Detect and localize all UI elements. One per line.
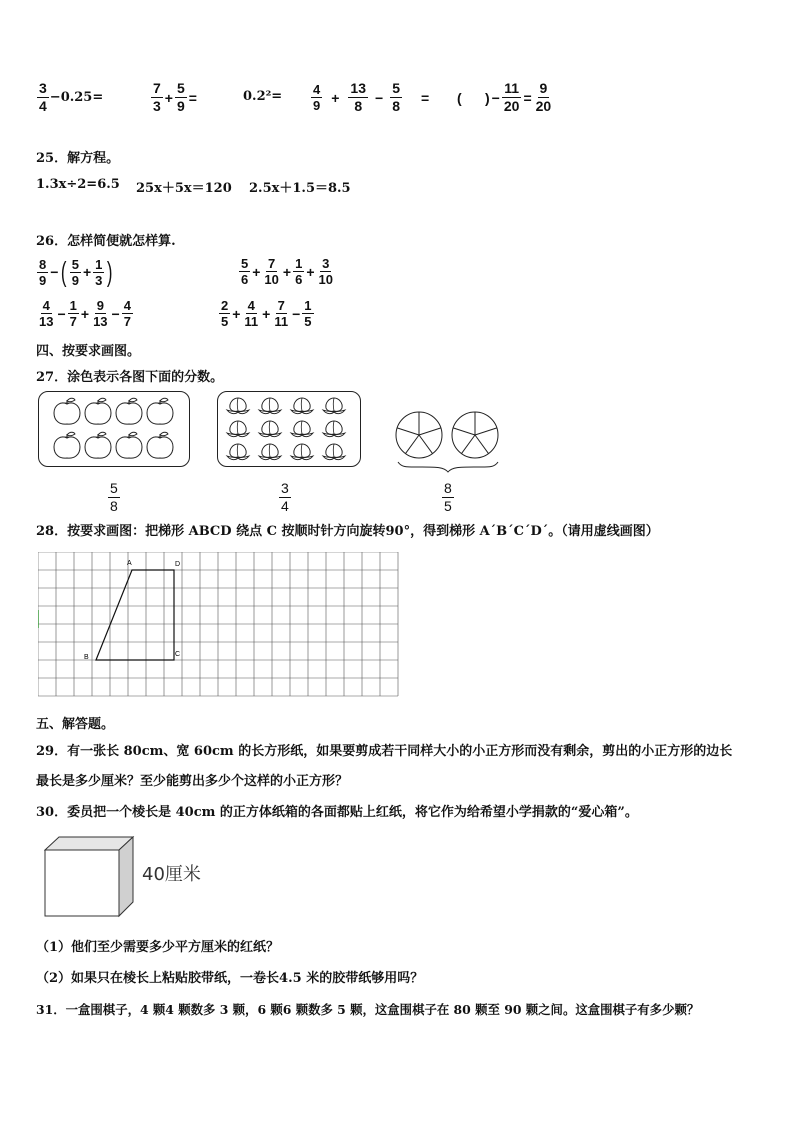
grid-figure bbox=[38, 552, 400, 700]
fraction bbox=[91, 298, 109, 329]
fraction bbox=[272, 298, 290, 329]
q25-equation-3: 2.5x＋1.5＝8.5 bbox=[249, 181, 351, 196]
q31-text: 31．一盒围棋子，4 颗4 颗数多 3 颗，6 颗6 颗数多 5 颗，这盒围棋子在 80 颗至 90 颗之间。这盒围棋子有多少颗？ bbox=[36, 1002, 700, 1017]
expression-text: −0.25= bbox=[49, 90, 104, 105]
q26-expression-4 bbox=[218, 298, 315, 329]
apple-icon bbox=[85, 432, 111, 458]
operator: − bbox=[50, 264, 59, 280]
numerator: 1 bbox=[95, 256, 103, 272]
fraction bbox=[534, 80, 554, 115]
fraction bbox=[317, 256, 335, 287]
fraction bbox=[302, 298, 313, 329]
equals-sign: = bbox=[188, 89, 197, 106]
operator: − bbox=[491, 89, 500, 106]
denominator: 5 bbox=[444, 498, 452, 514]
q27-fraction-1 bbox=[107, 480, 121, 515]
fraction bbox=[37, 80, 49, 115]
cube-top-face bbox=[45, 837, 133, 850]
numerator: 8 bbox=[39, 256, 47, 272]
calc-item-3: 0.2²= bbox=[243, 89, 283, 104]
fraction bbox=[37, 257, 48, 288]
vertex-label-c: C bbox=[175, 651, 181, 658]
denominator: 4 bbox=[39, 98, 47, 114]
calc-item-5 bbox=[456, 80, 554, 115]
q25-title: 25．解方程。 bbox=[36, 151, 120, 166]
denominator: 3 bbox=[95, 272, 103, 288]
peach-icon bbox=[323, 398, 345, 414]
q27-fraction-3 bbox=[441, 480, 455, 515]
operator: + bbox=[80, 305, 90, 322]
numerator: 13 bbox=[350, 80, 366, 96]
numerator: 5 bbox=[241, 256, 249, 271]
apple-icon bbox=[54, 432, 80, 458]
denominator: 20 bbox=[535, 98, 552, 114]
numerator: 5 bbox=[392, 80, 400, 96]
circles-figure bbox=[392, 405, 504, 475]
q26-title: 26．怎样简便就怎样算. bbox=[36, 234, 176, 249]
apple-box bbox=[38, 391, 190, 467]
fraction bbox=[151, 80, 163, 115]
numerator: 5 bbox=[110, 480, 118, 496]
apple-icon bbox=[116, 398, 142, 424]
denominator: 9 bbox=[71, 272, 79, 288]
peach-icon bbox=[227, 421, 249, 437]
apple-icon bbox=[116, 432, 142, 458]
denominator: 9 bbox=[39, 272, 47, 288]
circle-icon bbox=[452, 412, 498, 458]
calc-item-4 bbox=[310, 80, 430, 115]
denominator: 5 bbox=[304, 314, 312, 329]
numerator: 5 bbox=[71, 256, 79, 272]
apple-grid bbox=[39, 392, 189, 466]
q27-title: 27．涂色表示各图下面的分数。 bbox=[36, 370, 224, 385]
apple-icon bbox=[54, 398, 80, 424]
peach-icon bbox=[227, 398, 249, 414]
equals-sign: = bbox=[523, 89, 532, 106]
numerator: 4 bbox=[247, 298, 255, 313]
numerator: 8 bbox=[444, 480, 452, 496]
apple-icon bbox=[147, 398, 173, 424]
peach-grid bbox=[218, 392, 360, 466]
numerator: 7 bbox=[153, 80, 161, 96]
fraction bbox=[37, 298, 55, 329]
denominator: 10 bbox=[318, 272, 333, 287]
fraction bbox=[219, 298, 230, 329]
denominator: 3 bbox=[153, 98, 161, 114]
numerator: 4 bbox=[42, 298, 50, 313]
fraction bbox=[293, 256, 304, 287]
q26-expression-3 bbox=[36, 298, 134, 329]
numerator: 4 bbox=[313, 82, 321, 97]
q25-equation-2: 25x＋5x＝120 bbox=[136, 181, 232, 196]
section-5-heading: 五、解答题。 bbox=[36, 717, 115, 732]
cube-figure bbox=[44, 836, 136, 920]
numerator: 2 bbox=[221, 298, 229, 313]
denominator: 11 bbox=[274, 314, 289, 329]
denominator: 13 bbox=[39, 314, 54, 329]
equals-sign: = bbox=[420, 89, 430, 106]
trapezoid-abcd bbox=[96, 570, 174, 660]
denominator: 8 bbox=[110, 498, 118, 514]
peach-icon bbox=[291, 444, 313, 460]
q30-sub-1: （1）他们至少需要多少平方厘米的红纸？ bbox=[36, 940, 280, 955]
fraction bbox=[311, 82, 322, 113]
fraction bbox=[68, 298, 79, 329]
cube-front-face bbox=[45, 850, 119, 916]
q27-fraction-2 bbox=[278, 480, 292, 515]
vertex-label-d: D bbox=[175, 561, 181, 568]
numerator: 9 bbox=[539, 80, 548, 96]
numerator: 1 bbox=[295, 256, 303, 271]
fraction bbox=[70, 257, 81, 288]
denominator: 8 bbox=[392, 98, 400, 114]
operator: + bbox=[164, 89, 173, 106]
operator: + bbox=[252, 263, 261, 280]
operator: − bbox=[57, 305, 66, 322]
q26-expression-1 bbox=[36, 256, 115, 288]
peach-box bbox=[217, 391, 361, 467]
numerator: 5 bbox=[176, 80, 185, 96]
denominator: 20 bbox=[503, 98, 520, 114]
numerator: 11 bbox=[504, 80, 520, 96]
peach-icon bbox=[259, 444, 281, 460]
numerator: 3 bbox=[281, 480, 289, 496]
numerator: 3 bbox=[39, 80, 47, 96]
left-paren-icon: ( bbox=[61, 256, 67, 287]
operator: − bbox=[111, 305, 120, 322]
operator: + bbox=[232, 305, 241, 322]
fraction bbox=[175, 80, 187, 115]
calc-item-1 bbox=[36, 80, 103, 115]
denominator: 9 bbox=[313, 98, 321, 113]
peach-icon bbox=[227, 444, 249, 460]
numerator: 1 bbox=[304, 298, 312, 313]
peach-icon bbox=[291, 421, 313, 437]
peach-icon bbox=[323, 444, 345, 460]
denominator: 7 bbox=[123, 314, 131, 329]
denominator: 4 bbox=[281, 498, 289, 514]
denominator: 6 bbox=[241, 272, 249, 287]
fraction bbox=[502, 80, 522, 115]
numerator: 9 bbox=[96, 298, 104, 313]
q29-line-1: 29．有一张长 80cm、宽 60cm 的长方形纸，如果要剪成若干同样大小的小正方形而没有剩余，剪出的小正方形的边长 bbox=[36, 744, 733, 759]
q29-line-2: 最长是多少厘米？至少能剪出多少个这样的小正方形？ bbox=[36, 774, 349, 789]
peach-icon bbox=[259, 421, 281, 437]
fraction bbox=[242, 298, 260, 329]
cube-side-face bbox=[119, 837, 133, 916]
peach-icon bbox=[259, 398, 281, 414]
numerator: 7 bbox=[268, 256, 276, 271]
peach-icon bbox=[323, 421, 345, 437]
denominator: 11 bbox=[244, 314, 259, 329]
q26-expression-2 bbox=[238, 256, 336, 287]
denominator: 8 bbox=[354, 98, 363, 114]
apple-icon bbox=[85, 398, 111, 424]
vertex-label-b: B bbox=[84, 654, 89, 661]
calc-item-2 bbox=[150, 80, 198, 115]
denominator: 9 bbox=[176, 98, 185, 114]
q25-equation-1: 1.3x÷2=6.5 bbox=[36, 177, 120, 192]
brace-icon bbox=[398, 462, 498, 472]
operator: − bbox=[375, 89, 384, 106]
fraction bbox=[348, 80, 368, 115]
grid-lines bbox=[38, 552, 398, 696]
section-4-heading: 四、按要求画图。 bbox=[36, 344, 141, 359]
denominator: 10 bbox=[264, 272, 279, 287]
denominator: 5 bbox=[221, 314, 229, 329]
operator: + bbox=[82, 264, 92, 280]
fraction bbox=[239, 256, 250, 287]
numerator: 1 bbox=[69, 298, 77, 313]
denominator: 13 bbox=[93, 314, 108, 329]
numerator: 3 bbox=[322, 256, 330, 271]
operator: + bbox=[306, 263, 315, 280]
right-paren-icon: ) bbox=[107, 256, 113, 287]
q30-title: 30．委员把一个棱长是 40cm 的正方体纸箱的各面都贴上红纸，将它作为给希望小学捐款的“爱心箱”。 bbox=[36, 805, 638, 820]
peach-icon bbox=[291, 398, 313, 414]
numerator: 4 bbox=[123, 298, 131, 313]
operator: + bbox=[331, 89, 340, 106]
answer-blank: ( ) bbox=[457, 89, 490, 106]
fraction bbox=[390, 80, 402, 115]
q30-sub-2: （2）如果只在棱长上粘贴胶带纸，一卷长4.5 米的胶带纸够用吗？ bbox=[36, 971, 424, 986]
cube-label: 40厘米 bbox=[142, 864, 201, 885]
q28-title: 28．按要求画图：把梯形 ABCD 绕点 C 按顺时针方向旋转90°，得到梯形 A´B´C´D´。（请用虚线画图） bbox=[36, 524, 659, 539]
fraction bbox=[262, 256, 280, 287]
operator: + bbox=[262, 305, 271, 322]
denominator: 7 bbox=[69, 314, 77, 329]
apple-icon bbox=[147, 432, 173, 458]
numerator: 7 bbox=[277, 298, 285, 313]
fraction bbox=[122, 298, 133, 329]
operator: − bbox=[292, 305, 301, 322]
circle-icon bbox=[396, 412, 442, 458]
fraction bbox=[93, 257, 104, 288]
operator: + bbox=[282, 263, 292, 280]
denominator: 6 bbox=[295, 272, 303, 287]
vertex-label-a: A bbox=[127, 560, 132, 567]
